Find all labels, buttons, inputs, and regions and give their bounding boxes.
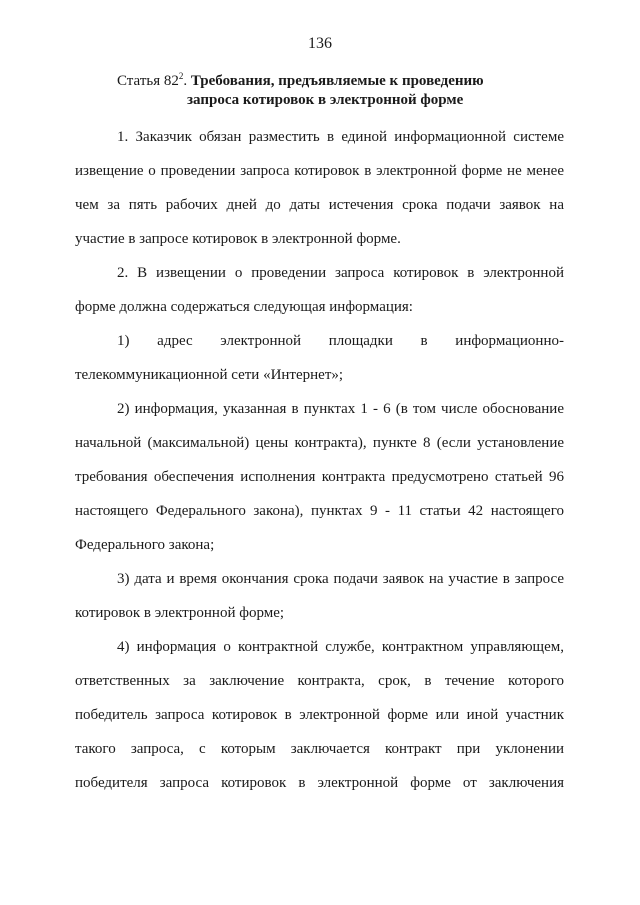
body-text-line: 4) информация о контрактной службе, контрактном управляющем, xyxy=(117,639,564,655)
body-text-line: участие в запросе котировок в электронной форме. xyxy=(75,231,401,247)
article-heading-line-1 xyxy=(117,72,484,91)
body-text-line: котировок в электронной форме; xyxy=(75,605,285,621)
body-text-line: извещение о проведении запроса котировок в электронной форме не менее xyxy=(75,163,564,179)
article-number: Статья 82 xyxy=(117,73,179,89)
article-title-line-2: запроса котировок в электронной форме xyxy=(187,92,464,108)
body-text-line: начальной (максимальной) цены контракта), пункте 8 (если установление xyxy=(75,435,564,451)
body-text-line: телекоммуникационной сети «Интернет»; xyxy=(75,367,344,383)
body-text-line: 1) адрес электронной площадки в информационно- xyxy=(117,333,564,349)
body-text-line: форме должна содержаться следующая информация: xyxy=(75,299,413,315)
article-title-line-1: Требования, предъявляемые к проведению xyxy=(190,73,484,89)
body-text-line: требования обеспечения исполнения контракта предусмотрено статьей 96 xyxy=(75,469,564,485)
article-number-superscript: 2 xyxy=(178,71,184,81)
body-text-line: 2. В извещении о проведении запроса котировок в электронной xyxy=(117,265,564,281)
body-text-line: победитель запроса котировок в электронной форме или иной участник xyxy=(75,707,564,723)
body-text-line: ответственных за заключение контракта, срок, в течение которого xyxy=(75,673,564,689)
body-text-line: 3) дата и время окончания срока подачи заявок на участие в запросе xyxy=(117,571,564,587)
body-text-line: чем за пять рабочих дней до даты истечения срока подачи заявок на xyxy=(75,197,564,213)
body-text-line: 1. Заказчик обязан разместить в единой информационной системе xyxy=(117,129,564,145)
article-number-dot: . xyxy=(183,73,188,89)
article-body xyxy=(75,120,564,800)
body-text-line: 2) информация, указанная в пунктах 1 - 6 (в том числе обоснование xyxy=(117,401,564,417)
body-text-line: Федерального закона; xyxy=(75,537,215,553)
page-number: 136 xyxy=(308,35,332,52)
body-text-line: победителя запроса котировок в электронной форме от заключения xyxy=(75,775,564,791)
body-text-line: такого запроса, с которым заключается контракт при уклонении xyxy=(75,741,564,757)
body-text-line: настоящего Федерального закона), пунктах 9 - 11 статьи 42 настоящего xyxy=(75,503,564,519)
